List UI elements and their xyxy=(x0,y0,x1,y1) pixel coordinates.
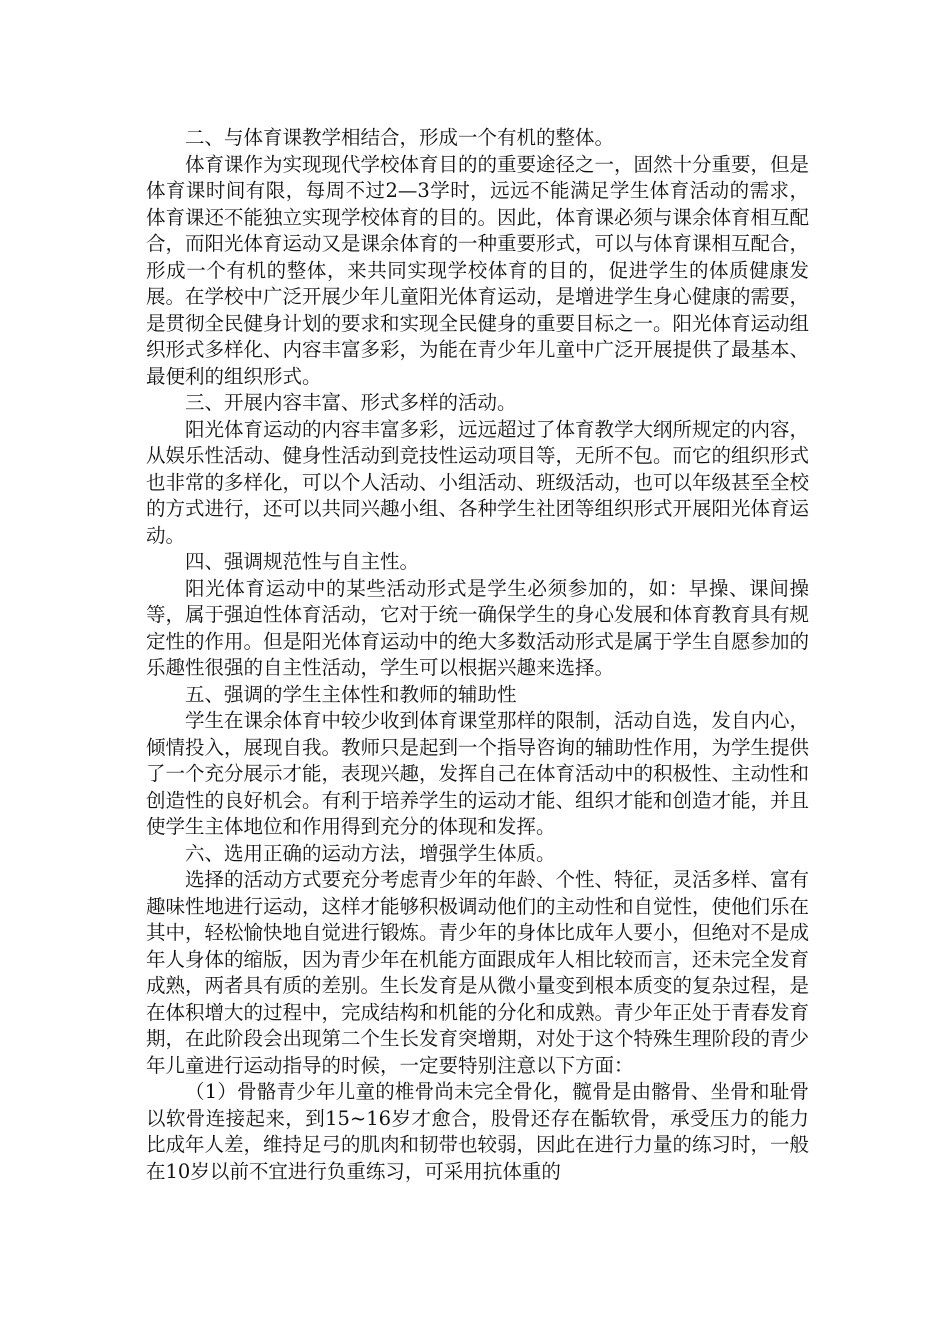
paragraph-bones: （1）骨骼青少年儿童的椎骨尚未完全骨化，髋骨是由髂骨、坐骨和耻骨以软骨连接起来，到15~16岁才愈合，股骨还存在骺软骨，承受压力的能力比成年人差，维持足弓的肌肉和韧带也较弱，因此在进行力量的练习时，一般在10岁以前不宜进行负重练习，可采用抗体重的 xyxy=(146,1080,810,1183)
heading-2: 二、与体育课教学相结合，形成一个有机的整体。 xyxy=(185,126,615,149)
document-body xyxy=(146,125,809,1185)
heading-5: 五、强调的学生主体性和教师的辅助性 xyxy=(185,682,517,706)
paragraph-pe-class: 体育课作为实现现代学校体育目的的重要途径之一，固然十分重要，但是体育课时间有限，每周不过2—3学时，远远不能满足学生体育活动的需求，体育课还不能独立实现学校体育的目的。因此，体育课必须与课余体育相互配合，而阳光体育运动又是课余体育的一种重要形式，可以与体育课相互配合，形成一个有机的整体，来共同实现学校体育的目的，促进学生的体质健康发展。在学校中广泛开展少年儿童阳光体育运动，是增进学生身心健康的需要，是贯彻全民健身计划的要求和实现全民健身的重要目标之一。阳光体育运动组织形式多样化、内容丰富多彩，为能在青少年儿童中广泛开展提供了最基本、最便利的组织形式。 xyxy=(146,152,810,388)
paragraph-content-variety: 阳光体育运动的内容丰富多彩，远远超过了体育教学大纲所规定的内容，从娱乐性活动、健身性活动到竞技性运动项目等，无所不包。而它的组织形式也非常的多样化，可以个人活动、小组活动、班级活动，也可以年级甚至全校的方式进行，还可以共同兴趣小组、各种学生社团等组织形式开展阳光体育运动。 xyxy=(146,417,810,547)
paragraph-student-subject: 学生在课余体育中较少收到体育课堂那样的限制，活动自选，发自内心，倾情投入，展现自我。教师只是起到一个指导咨询的辅助性作用，为学生提供了一个充分展示才能，表现兴趣，发挥自己在体育活动中的积极性、主动性和创造性的良好机会。有利于培养学生的运动才能、组织才能和创造才能，并且使学生主体地位和作用得到充分的体现和发挥。 xyxy=(146,709,810,838)
paragraph-norms-autonomy: 阳光体育运动中的某些活动形式是学生必须参加的，如：早操、课间操等，属于强迫性体育活动，它对于统一确保学生的身心发展和体育教育具有规定性的作用。但是阳光体育运动中的绝大多数活动形式是属于学生自愿参加的乐趣性很强的自主性活动，学生可以根据兴趣来选择。 xyxy=(146,576,810,679)
heading-6: 六、选用正确的运动方法，增强学生体质。 xyxy=(185,841,556,865)
heading-3: 三、开展内容丰富、形式多样的活动。 xyxy=(185,391,517,414)
paragraph-exercise-methods: 选择的活动方式要充分考虑青少年的年龄、个性、特征，灵活多样、富有趣味性地进行运动，这样才能够积极调动他们的主动性和自觉性，使他们乐在其中，轻松愉快地自觉进行锻炼。青少年的身体比成年人要小，但绝对不是成年人身体的缩版，因为青少年在机能方面跟成年人相比较而言，还未完全发育成熟，两者具有质的差别。生长发育是从微小量变到根本质变的复杂过程，是在体积增大的过程中，完成结构和机能的分化和成熟。青少年正处于青春发育期，在此阶段会出现第二个生长发育突增期，对处于这个特殊生理阶段的青少年儿童进行运动指导的时候，一定要特别注意以下方面： xyxy=(146,868,810,1077)
heading-4: 四、强调规范性与自主性。 xyxy=(185,550,420,573)
